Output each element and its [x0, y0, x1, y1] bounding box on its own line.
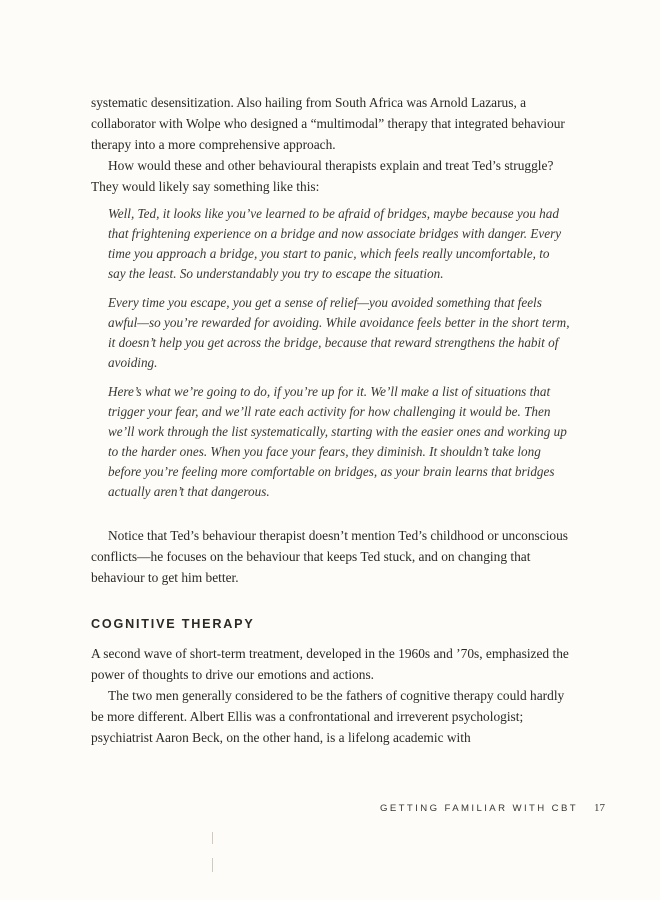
page-crease-mark [212, 832, 213, 844]
running-head: GETTING FAMILIAR WITH CBT [380, 803, 579, 814]
quote-paragraph: Every time you escape, you get a sense of relief—you avoided something that feels awful—so you’re rewarded for avoiding. While avoidance feels better in the short term, it doesn’t help you get across the bridge, because that reward strengthens the habit of avoiding. [108, 295, 570, 370]
page-crease-mark [212, 858, 213, 872]
body-paragraph: Notice that Ted’s behaviour therapist doesn’t mention Ted’s childhood or unconscious conflicts—he focuses on the behaviour that keeps Ted stuck, and on changing that behaviour to get him better. [91, 528, 569, 585]
therapist-quote-block [91, 204, 579, 502]
intro-paragraph: systematic desensitization. Also hailing from South Africa was Arnold Lazarus, a collaborator with Wolpe who designed a “multimodal” therapy that integrated behaviour therapy into a more comprehensive approach. [91, 95, 565, 152]
quote-paragraph: Here’s what we’re going to do, if you’re up for it. We’ll make a list of situations that trigger your fear, and we’ll rate each activity for how challenging it would be. Then we’ll work through the list systematically, starting with the easier ones and working up to the harder ones. When you face your fears, they diminish. It shouldn’t take long before you’re feeling more comfortable on bridges, as your brain learns that bridges actually aren’t that dangerous. [108, 384, 567, 499]
intro-paragraph: How would these and other behavioural therapists explain and treat Ted’s struggle? They would likely say something like this: [91, 158, 554, 194]
page-footer [380, 802, 606, 814]
quote-paragraph: Well, Ted, it looks like you’ve learned to be afraid of bridges, maybe because you had that frightening experience on a bridge and now associate bridges with danger. Every time you approach a bridge, you start to panic, which feels really uncomfortable, to say the least. So understandably you try to escape the situation. [108, 206, 562, 281]
body-paragraph: A second wave of short-term treatment, developed in the 1960s and ’70s, emphasized the power of thoughts to drive our emotions and actions. [91, 646, 569, 682]
body-paragraph: The two men generally considered to be the fathers of cognitive therapy could hardly be more different. Albert Ellis was a confrontational and irreverent psychologist; psychiatrist Aaron Beck, on the other hand, is a lifelong academic with [91, 688, 565, 745]
page-body [91, 92, 579, 748]
section-heading: COGNITIVE THERAPY [91, 617, 255, 631]
page-number: 17 [594, 802, 606, 814]
